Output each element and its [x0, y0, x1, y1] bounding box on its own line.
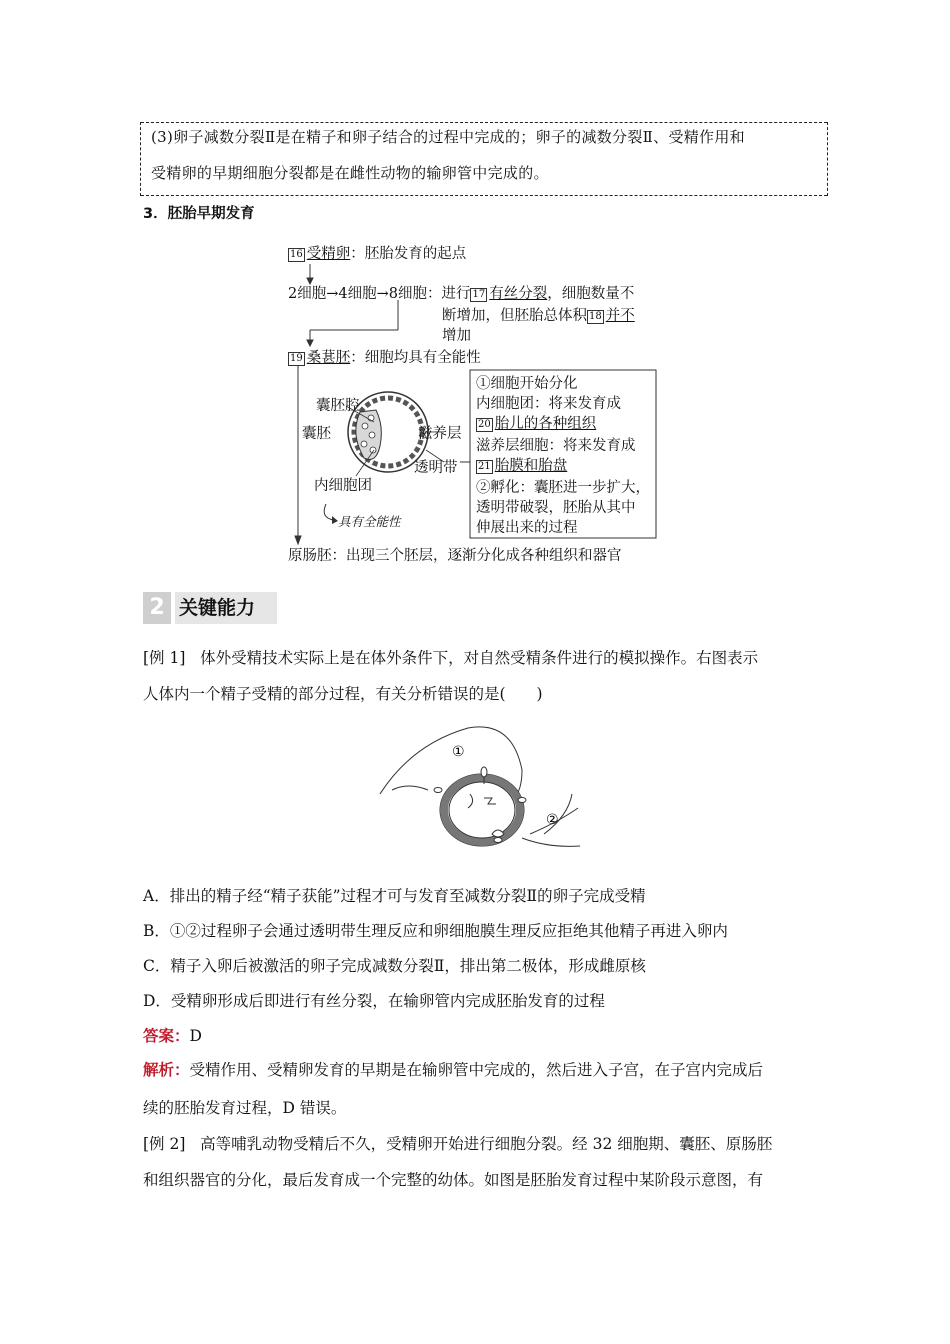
box-line-8: 伸展出来的过程 — [476, 520, 578, 536]
answer-label: 答案： — [143, 1026, 190, 1045]
example1-stem-2: 人体内一个精子受精的部分过程，有关分析错误的是( ) — [143, 685, 543, 703]
section-badge — [143, 592, 279, 624]
example2-stem-2: 和组织器官的分化，最后发育成一个完整的幼体。如图是胚胎发育过程中某阶段示意图，有 — [143, 1171, 764, 1189]
box-line-2: 内细胞团：将来发育成 — [476, 396, 621, 412]
trophoblast-label: 滋养层 — [418, 426, 462, 442]
cells-row-2 — [442, 304, 635, 325]
badge-label: 关键能力 — [175, 592, 277, 624]
box-line-4: 滋养层细胞：将来发育成 — [476, 438, 636, 454]
example1-tag: [例 1] — [143, 649, 186, 667]
cells-desc-2: 断增加，但胚胎总体积 — [442, 308, 587, 324]
example2-tag: [例 2] — [143, 1135, 186, 1153]
box-line-7: 透明带破裂，胚胎从其中 — [476, 500, 636, 516]
morula-row — [288, 346, 481, 367]
example1-stem-1 — [143, 640, 815, 676]
cells-row-1 — [288, 282, 634, 303]
cells-desc-1: ，细胞数量不 — [547, 286, 635, 302]
index-21: 21 — [478, 461, 491, 472]
box-line-1: ①细胞开始分化 — [476, 376, 578, 392]
zygote-row — [288, 242, 466, 263]
answer-row — [143, 1024, 202, 1046]
note-line-1: (3)卵子减数分裂Ⅱ是在精子和卵子结合的过程中完成的；卵子的减数分裂Ⅱ、受精作用和 — [151, 128, 745, 146]
index-16: 16 — [290, 249, 303, 260]
badge-number: 2 — [143, 592, 171, 624]
zona-label: 透明带 — [414, 460, 458, 476]
membranes-term: 胎膜和胎盘 — [494, 458, 568, 474]
note-box — [140, 122, 828, 196]
fig-label-2: ② — [546, 812, 559, 828]
morula-term: 桑葚胚 — [306, 350, 351, 366]
index-17: 17 — [472, 289, 486, 300]
example2-stem-1 — [143, 1126, 815, 1162]
blastocoel-label: 囊胚腔 — [316, 398, 360, 414]
cells-text: 2细胞→4细胞→8细胞：进行 — [288, 286, 471, 302]
analysis-line-2: 续的胚胎发育过程，D 错误。 — [143, 1099, 347, 1117]
example1-text-1: 体外受精技术实际上是在体外条件下，对自然受精条件进行的模拟操作。右图表示 — [200, 649, 759, 667]
index-20: 20 — [478, 419, 491, 430]
option-d: D．受精卵形成后即进行有丝分裂，在输卵管内完成胚胎发育的过程 — [143, 992, 605, 1010]
option-a: A．排出的精子经“精子获能”过程才可与发育至减数分裂Ⅱ的卵子完成受精 — [143, 887, 646, 905]
cells-desc-3: 增加 — [442, 328, 471, 344]
analysis-label: 解析： — [143, 1060, 190, 1079]
index-18: 18 — [589, 311, 602, 322]
gastrula-row: 原肠胚：出现三个胚层，逐渐分化成各种组织和器官 — [288, 548, 622, 564]
option-b: B．①②过程卵子会通过透明带生理反应和卵细胞膜生理反应拒绝其他精子再进入卵内 — [143, 922, 728, 940]
index-19: 19 — [290, 353, 303, 364]
note-line-2: 受精卵的早期细胞分裂都是在雌性动物的输卵管中完成的。 — [151, 164, 549, 182]
fertilization-figure — [372, 724, 602, 864]
section-heading: 3．胚胎早期发育 — [143, 206, 255, 222]
answer-value: D — [189, 1027, 202, 1045]
example2-text-1: 高等哺乳动物受精后不久，受精卵开始进行细胞分裂。经 32 细胞期、囊胚、原肠胚 — [200, 1135, 773, 1153]
zygote-term: 受精卵 — [306, 246, 351, 262]
fetal-tissue-term: 胎儿的各种组织 — [494, 416, 597, 432]
mitosis-term: 有丝分裂 — [489, 286, 548, 302]
totipotent-note: 具有全能性 — [338, 514, 401, 529]
morula-desc: ：细胞均具有全能性 — [350, 350, 481, 366]
analysis-line-1 — [143, 1052, 815, 1088]
box-line-5 — [476, 454, 567, 475]
blastocyst-label: 囊胚 — [302, 426, 331, 442]
analysis-text-1: 受精作用、受精卵发育的早期是在输卵管中完成的，然后进入子宫，在子宫内完成后 — [189, 1061, 764, 1079]
no-increase-term: 并不 — [605, 308, 635, 324]
box-line-3 — [476, 412, 596, 433]
fig-label-1: ① — [452, 744, 465, 760]
box-line-6: ②孵化：囊胚进一步扩大， — [476, 480, 650, 496]
zygote-desc: ：胚胎发育的起点 — [350, 246, 467, 262]
option-c: C．精子入卵后被激活的卵子完成减数分裂Ⅱ，排出第二极体，形成雌原核 — [143, 957, 646, 975]
embryo-flowchart — [280, 236, 680, 566]
icm-label: 内细胞团 — [314, 478, 372, 494]
